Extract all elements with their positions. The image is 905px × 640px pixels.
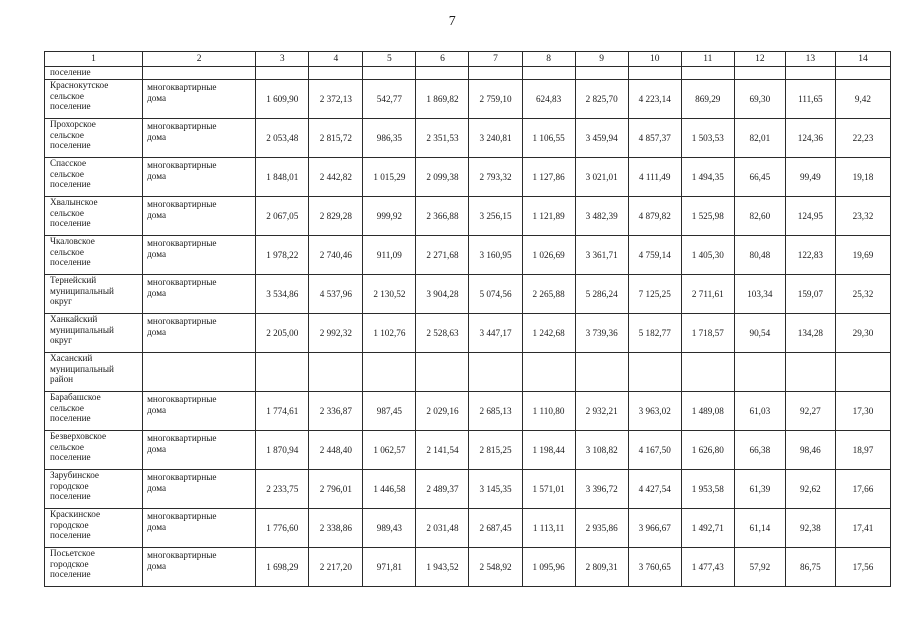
column-header-13: 13 xyxy=(785,52,835,67)
empty-cell xyxy=(143,67,256,80)
value-cell-col-7: 3 256,15 xyxy=(469,197,522,236)
table-body xyxy=(45,67,891,587)
value-cell-col-5: 986,35 xyxy=(363,119,416,158)
value-cell-col-9: 3 021,01 xyxy=(575,158,628,197)
settlement-name-cell xyxy=(45,431,143,470)
settlement-name-line: Прохорское xyxy=(50,119,96,129)
value-cell-col-9: 2 932,21 xyxy=(575,392,628,431)
housing-type-line: дома xyxy=(147,209,167,220)
value-cell-col-4: 2 338,86 xyxy=(309,509,363,548)
value-cell-col-13: 122,83 xyxy=(785,236,835,275)
value-cell-col-3: 2 067,05 xyxy=(256,197,309,236)
value-cell-col-10: 4 111,49 xyxy=(628,158,681,197)
value-cell-col-8: 1 106,55 xyxy=(522,119,575,158)
housing-type-cell xyxy=(143,80,256,119)
value-cell-col-11: 2 711,61 xyxy=(681,275,734,314)
value-cell-col-12: 103,34 xyxy=(734,275,785,314)
value-cell-col-4: 2 336,87 xyxy=(309,392,363,431)
column-header-5: 5 xyxy=(363,52,416,67)
empty-cell xyxy=(575,67,628,80)
value-cell-col-11: 1 494,35 xyxy=(681,158,734,197)
value-cell-col-5: 1 015,29 xyxy=(363,158,416,197)
value-cell-col-9: 3 459,94 xyxy=(575,119,628,158)
settlement-name-cell xyxy=(45,236,143,275)
settlement-name-cell xyxy=(45,470,143,509)
housing-type-line: дома xyxy=(147,404,167,415)
value-cell-col-14 xyxy=(835,353,890,392)
housing-type-line: дома xyxy=(147,131,167,142)
housing-type-line: дома xyxy=(147,482,167,493)
settlement-name-line: сельское xyxy=(50,207,84,218)
value-cell-col-10: 5 182,77 xyxy=(628,314,681,353)
value-cell-col-8: 1 127,86 xyxy=(522,158,575,197)
settlement-name-cell xyxy=(45,158,143,197)
value-cell-col-10: 4 427,54 xyxy=(628,470,681,509)
value-cell-col-12: 61,03 xyxy=(734,392,785,431)
value-cell-col-5: 2 130,52 xyxy=(363,275,416,314)
settlement-name-line: поселение xyxy=(50,452,91,462)
value-cell-col-6: 2 031,48 xyxy=(416,509,469,548)
value-cell-col-12: 69,30 xyxy=(734,80,785,119)
value-cell-col-13: 124,95 xyxy=(785,197,835,236)
settlement-name-line: поселение xyxy=(50,179,91,189)
value-cell-col-9: 3 396,72 xyxy=(575,470,628,509)
value-cell-col-9: 3 361,71 xyxy=(575,236,628,275)
value-cell-col-6: 1 869,82 xyxy=(416,80,469,119)
value-cell-col-9: 3 739,36 xyxy=(575,314,628,353)
value-cell-col-14: 18,97 xyxy=(835,431,890,470)
value-cell-col-7: 2 815,25 xyxy=(469,431,522,470)
settlement-name-line: Зарубинское xyxy=(50,470,99,480)
settlement-name-line: сельское xyxy=(50,168,84,179)
value-cell-col-8: 1 198,44 xyxy=(522,431,575,470)
empty-cell xyxy=(785,67,835,80)
column-header-2: 2 xyxy=(143,52,256,67)
settlement-name-line: городское xyxy=(50,519,89,530)
value-cell-col-13: 124,36 xyxy=(785,119,835,158)
value-cell-col-11: 1 953,58 xyxy=(681,470,734,509)
value-cell-col-6: 1 943,52 xyxy=(416,548,469,587)
settlement-name-line: Хасанский xyxy=(50,353,93,363)
housing-type-line: многоквартирные xyxy=(147,511,217,521)
value-cell-col-7: 2 793,32 xyxy=(469,158,522,197)
value-cell-col-12: 82,60 xyxy=(734,197,785,236)
value-cell-col-5: 971,81 xyxy=(363,548,416,587)
settlement-name-cell xyxy=(45,197,143,236)
value-cell-col-10: 3 963,02 xyxy=(628,392,681,431)
housing-type-line: многоквартирные xyxy=(147,121,217,131)
value-cell-col-14: 9,42 xyxy=(835,80,890,119)
value-cell-col-12: 66,38 xyxy=(734,431,785,470)
housing-type-line: многоквартирные xyxy=(147,472,217,482)
settlement-name-cell xyxy=(45,67,143,80)
value-cell-col-10: 4 759,14 xyxy=(628,236,681,275)
table-row xyxy=(45,275,891,314)
table-row xyxy=(45,509,891,548)
column-header-9: 9 xyxy=(575,52,628,67)
value-cell-col-8: 1 113,11 xyxy=(522,509,575,548)
value-cell-col-14: 19,69 xyxy=(835,236,890,275)
value-cell-col-10 xyxy=(628,353,681,392)
value-cell-col-3: 2 205,00 xyxy=(256,314,309,353)
settlement-name-cell xyxy=(45,353,143,392)
value-cell-col-5: 1 062,57 xyxy=(363,431,416,470)
value-cell-col-13: 111,65 xyxy=(785,80,835,119)
value-cell-col-6: 3 904,28 xyxy=(416,275,469,314)
value-cell-col-4: 2 217,20 xyxy=(309,548,363,587)
settlement-name-cell xyxy=(45,509,143,548)
settlement-name-line: поселение xyxy=(50,530,91,540)
housing-type-line: многоквартирные xyxy=(147,82,217,92)
housing-type-line: многоквартирные xyxy=(147,199,217,209)
housing-type-line: дома xyxy=(147,443,167,454)
table-row-continuation xyxy=(45,67,891,80)
value-cell-col-9: 5 286,24 xyxy=(575,275,628,314)
settlement-name-line: поселение xyxy=(50,218,91,228)
empty-cell xyxy=(835,67,890,80)
value-cell-col-12: 61,14 xyxy=(734,509,785,548)
value-cell-col-8 xyxy=(522,353,575,392)
value-cell-col-5: 999,92 xyxy=(363,197,416,236)
table-row xyxy=(45,314,891,353)
value-cell-col-9: 2 935,86 xyxy=(575,509,628,548)
value-cell-col-10: 3 760,65 xyxy=(628,548,681,587)
value-cell-col-8: 1 026,69 xyxy=(522,236,575,275)
column-header-8: 8 xyxy=(522,52,575,67)
value-cell-col-3: 1 978,22 xyxy=(256,236,309,275)
column-header-6: 6 xyxy=(416,52,469,67)
value-cell-col-11: 1 503,53 xyxy=(681,119,734,158)
settlement-name-line: поселение xyxy=(50,569,91,579)
housing-type-line: дома xyxy=(147,248,167,259)
table-row xyxy=(45,158,891,197)
value-cell-col-6: 2 029,16 xyxy=(416,392,469,431)
value-cell-col-11 xyxy=(681,353,734,392)
value-cell-col-11: 1 626,80 xyxy=(681,431,734,470)
column-header-1: 1 xyxy=(45,52,143,67)
value-cell-col-11: 1 718,57 xyxy=(681,314,734,353)
housing-type-cell xyxy=(143,353,256,392)
settlement-name-line: поселение xyxy=(50,491,91,501)
value-cell-col-9: 2 809,31 xyxy=(575,548,628,587)
settlement-name-cell xyxy=(45,80,143,119)
value-cell-col-5: 987,45 xyxy=(363,392,416,431)
value-cell-col-9 xyxy=(575,353,628,392)
housing-type-cell xyxy=(143,236,256,275)
settlement-name-line: поселение xyxy=(50,413,91,423)
table-row xyxy=(45,197,891,236)
value-cell-col-13: 92,27 xyxy=(785,392,835,431)
empty-cell xyxy=(416,67,469,80)
housing-type-line: многоквартирные xyxy=(147,277,217,287)
value-cell-col-12: 57,92 xyxy=(734,548,785,587)
value-cell-col-5: 989,43 xyxy=(363,509,416,548)
value-cell-col-6: 2 099,38 xyxy=(416,158,469,197)
value-cell-col-7: 2 685,13 xyxy=(469,392,522,431)
settlement-name-line: поселение xyxy=(50,101,91,111)
value-cell-col-6: 2 366,88 xyxy=(416,197,469,236)
housing-type-line: дома xyxy=(147,170,167,181)
value-cell-col-12: 80,48 xyxy=(734,236,785,275)
value-cell-col-4: 4 537,96 xyxy=(309,275,363,314)
settlement-name-line: поселение xyxy=(50,257,91,267)
value-cell-col-6: 2 141,54 xyxy=(416,431,469,470)
value-cell-col-14: 29,30 xyxy=(835,314,890,353)
value-cell-col-7: 3 240,81 xyxy=(469,119,522,158)
settlement-name-line: Ханкайский xyxy=(50,314,98,324)
value-cell-col-14: 23,32 xyxy=(835,197,890,236)
value-cell-col-4: 2 740,46 xyxy=(309,236,363,275)
settlement-name-cell xyxy=(45,548,143,587)
value-cell-col-9: 3 482,39 xyxy=(575,197,628,236)
value-cell-col-14: 17,66 xyxy=(835,470,890,509)
housing-type-cell xyxy=(143,509,256,548)
settlement-name-line: Краснокутское xyxy=(50,80,109,90)
settlement-name-line: Барабашское xyxy=(50,392,101,402)
settlement-name-line: округ xyxy=(50,296,72,306)
column-header-12: 12 xyxy=(734,52,785,67)
value-cell-col-13: 134,28 xyxy=(785,314,835,353)
housing-type-cell xyxy=(143,548,256,587)
value-cell-col-7: 2 759,10 xyxy=(469,80,522,119)
settlement-name-line: сельское xyxy=(50,246,84,257)
settlement-name-line: Краскинское xyxy=(50,509,101,519)
value-cell-col-9: 3 108,82 xyxy=(575,431,628,470)
value-cell-col-12: 66,45 xyxy=(734,158,785,197)
value-cell-col-3: 1 609,90 xyxy=(256,80,309,119)
settlement-name-line: Чкаловское xyxy=(50,236,95,246)
settlement-name-line: район xyxy=(50,374,74,384)
settlement-name-line: Посьетское xyxy=(50,548,95,558)
column-header-3: 3 xyxy=(256,52,309,67)
value-cell-col-13: 159,07 xyxy=(785,275,835,314)
value-cell-col-10: 4 223,14 xyxy=(628,80,681,119)
housing-type-line: многоквартирные xyxy=(147,433,217,443)
housing-type-cell xyxy=(143,314,256,353)
settlement-name-line: Тернейский xyxy=(50,275,97,285)
table-row xyxy=(45,470,891,509)
housing-type-line: дома xyxy=(147,326,167,337)
settlement-name-line: сельское xyxy=(50,90,84,101)
value-cell-col-10: 4 879,82 xyxy=(628,197,681,236)
table-row xyxy=(45,392,891,431)
value-cell-col-3 xyxy=(256,353,309,392)
housing-type-line: дома xyxy=(147,92,167,103)
value-cell-col-4: 2 992,32 xyxy=(309,314,363,353)
value-cell-col-4: 2 372,13 xyxy=(309,80,363,119)
settlement-name-line: муниципальный xyxy=(50,363,114,374)
value-cell-col-5: 911,09 xyxy=(363,236,416,275)
value-cell-col-11: 869,29 xyxy=(681,80,734,119)
value-cell-col-8: 2 265,88 xyxy=(522,275,575,314)
value-cell-col-7: 2 687,45 xyxy=(469,509,522,548)
value-cell-col-13: 92,38 xyxy=(785,509,835,548)
settlement-name-line: Хвалынское xyxy=(50,197,98,207)
value-cell-col-10: 7 125,25 xyxy=(628,275,681,314)
value-cell-col-14: 19,18 xyxy=(835,158,890,197)
value-cell-col-3: 1 870,94 xyxy=(256,431,309,470)
value-cell-col-12 xyxy=(734,353,785,392)
table-row xyxy=(45,353,891,392)
housing-type-line: дома xyxy=(147,560,167,571)
column-header-10: 10 xyxy=(628,52,681,67)
settlement-name-line: Спасское xyxy=(50,158,87,168)
table-row xyxy=(45,548,891,587)
value-cell-col-7: 5 074,56 xyxy=(469,275,522,314)
value-cell-col-12: 61,39 xyxy=(734,470,785,509)
value-cell-col-11: 1 489,08 xyxy=(681,392,734,431)
value-cell-col-6: 2 271,68 xyxy=(416,236,469,275)
settlement-name-cell xyxy=(45,119,143,158)
housing-type-cell xyxy=(143,119,256,158)
settlement-name-line: городское xyxy=(50,558,89,569)
settlement-name-line: муниципальный xyxy=(50,285,114,296)
value-cell-col-6 xyxy=(416,353,469,392)
value-cell-col-8: 624,83 xyxy=(522,80,575,119)
empty-cell xyxy=(469,67,522,80)
column-header-7: 7 xyxy=(469,52,522,67)
value-cell-col-4: 2 815,72 xyxy=(309,119,363,158)
value-cell-col-13: 92,62 xyxy=(785,470,835,509)
housing-type-cell xyxy=(143,197,256,236)
page-number: 7 xyxy=(448,14,457,29)
value-cell-col-13 xyxy=(785,353,835,392)
value-cell-col-8: 1 242,68 xyxy=(522,314,575,353)
value-cell-col-7: 3 447,17 xyxy=(469,314,522,353)
value-cell-col-4: 2 442,82 xyxy=(309,158,363,197)
value-cell-col-13: 99,49 xyxy=(785,158,835,197)
value-cell-col-7 xyxy=(469,353,522,392)
value-cell-col-9: 2 825,70 xyxy=(575,80,628,119)
settlement-name-line: городское xyxy=(50,480,89,491)
value-cell-col-14: 25,32 xyxy=(835,275,890,314)
value-cell-col-3: 2 233,75 xyxy=(256,470,309,509)
value-cell-col-5 xyxy=(363,353,416,392)
value-cell-col-5: 542,77 xyxy=(363,80,416,119)
value-cell-col-3: 2 053,48 xyxy=(256,119,309,158)
value-cell-col-3: 1 848,01 xyxy=(256,158,309,197)
table-row xyxy=(45,236,891,275)
value-cell-col-12: 90,54 xyxy=(734,314,785,353)
value-cell-col-4 xyxy=(309,353,363,392)
settlement-name-line: округ xyxy=(50,335,72,345)
value-cell-col-13: 98,46 xyxy=(785,431,835,470)
empty-cell xyxy=(309,67,363,80)
value-cell-col-14: 17,41 xyxy=(835,509,890,548)
table-row xyxy=(45,80,891,119)
housing-type-line: дома xyxy=(147,287,167,298)
column-header-14: 14 xyxy=(835,52,890,67)
settlement-name-line: поселение xyxy=(50,67,91,77)
value-cell-col-3: 1 774,61 xyxy=(256,392,309,431)
settlement-name-cell xyxy=(45,275,143,314)
value-cell-col-8: 1 571,01 xyxy=(522,470,575,509)
empty-cell xyxy=(628,67,681,80)
empty-cell xyxy=(522,67,575,80)
value-cell-col-11: 1 525,98 xyxy=(681,197,734,236)
housing-type-cell xyxy=(143,431,256,470)
value-cell-col-12: 82,01 xyxy=(734,119,785,158)
value-cell-col-4: 2 448,40 xyxy=(309,431,363,470)
value-cell-col-14: 17,56 xyxy=(835,548,890,587)
value-cell-col-8: 1 121,89 xyxy=(522,197,575,236)
settlement-name-line: сельское xyxy=(50,441,84,452)
value-cell-col-8: 1 110,80 xyxy=(522,392,575,431)
table-header xyxy=(45,52,891,67)
value-cell-col-11: 1 477,43 xyxy=(681,548,734,587)
housing-type-line: дома xyxy=(147,521,167,532)
value-cell-col-11: 1 492,71 xyxy=(681,509,734,548)
value-cell-col-8: 1 095,96 xyxy=(522,548,575,587)
settlement-name-line: сельское xyxy=(50,129,84,140)
settlement-name-cell xyxy=(45,314,143,353)
value-cell-col-6: 2 528,63 xyxy=(416,314,469,353)
empty-cell xyxy=(681,67,734,80)
header-row xyxy=(45,52,891,67)
value-cell-col-10: 3 966,67 xyxy=(628,509,681,548)
housing-type-line: многоквартирные xyxy=(147,316,217,326)
empty-cell xyxy=(256,67,309,80)
housing-type-cell xyxy=(143,470,256,509)
value-cell-col-3: 1 698,29 xyxy=(256,548,309,587)
settlement-name-line: поселение xyxy=(50,140,91,150)
column-header-4: 4 xyxy=(309,52,363,67)
value-cell-col-11: 1 405,30 xyxy=(681,236,734,275)
settlement-name-line: муниципальный xyxy=(50,324,114,335)
housing-type-line: многоквартирные xyxy=(147,160,217,170)
housing-type-cell xyxy=(143,158,256,197)
housing-type-cell xyxy=(143,275,256,314)
value-cell-col-10: 4 167,50 xyxy=(628,431,681,470)
table-row xyxy=(45,431,891,470)
settlement-name-line: сельское xyxy=(50,402,84,413)
housing-type-line: многоквартирные xyxy=(147,550,217,560)
empty-cell xyxy=(734,67,785,80)
housing-type-line: многоквартирные xyxy=(147,238,217,248)
value-cell-col-14: 17,30 xyxy=(835,392,890,431)
value-cell-col-6: 2 489,37 xyxy=(416,470,469,509)
column-header-11: 11 xyxy=(681,52,734,67)
table-row xyxy=(45,119,891,158)
value-cell-col-14: 22,23 xyxy=(835,119,890,158)
value-cell-col-4: 2 796,01 xyxy=(309,470,363,509)
value-cell-col-6: 2 351,53 xyxy=(416,119,469,158)
value-cell-col-3: 1 776,60 xyxy=(256,509,309,548)
value-cell-col-5: 1 102,76 xyxy=(363,314,416,353)
value-cell-col-7: 2 548,92 xyxy=(469,548,522,587)
tariff-table xyxy=(44,51,891,587)
value-cell-col-7: 3 160,95 xyxy=(469,236,522,275)
housing-type-cell xyxy=(143,392,256,431)
value-cell-col-4: 2 829,28 xyxy=(309,197,363,236)
value-cell-col-13: 86,75 xyxy=(785,548,835,587)
value-cell-col-10: 4 857,37 xyxy=(628,119,681,158)
settlement-name-line: Безверховское xyxy=(50,431,107,441)
empty-cell xyxy=(363,67,416,80)
value-cell-col-5: 1 446,58 xyxy=(363,470,416,509)
value-cell-col-3: 3 534,86 xyxy=(256,275,309,314)
housing-type-line: многоквартирные xyxy=(147,394,217,404)
value-cell-col-7: 3 145,35 xyxy=(469,470,522,509)
settlement-name-cell xyxy=(45,392,143,431)
